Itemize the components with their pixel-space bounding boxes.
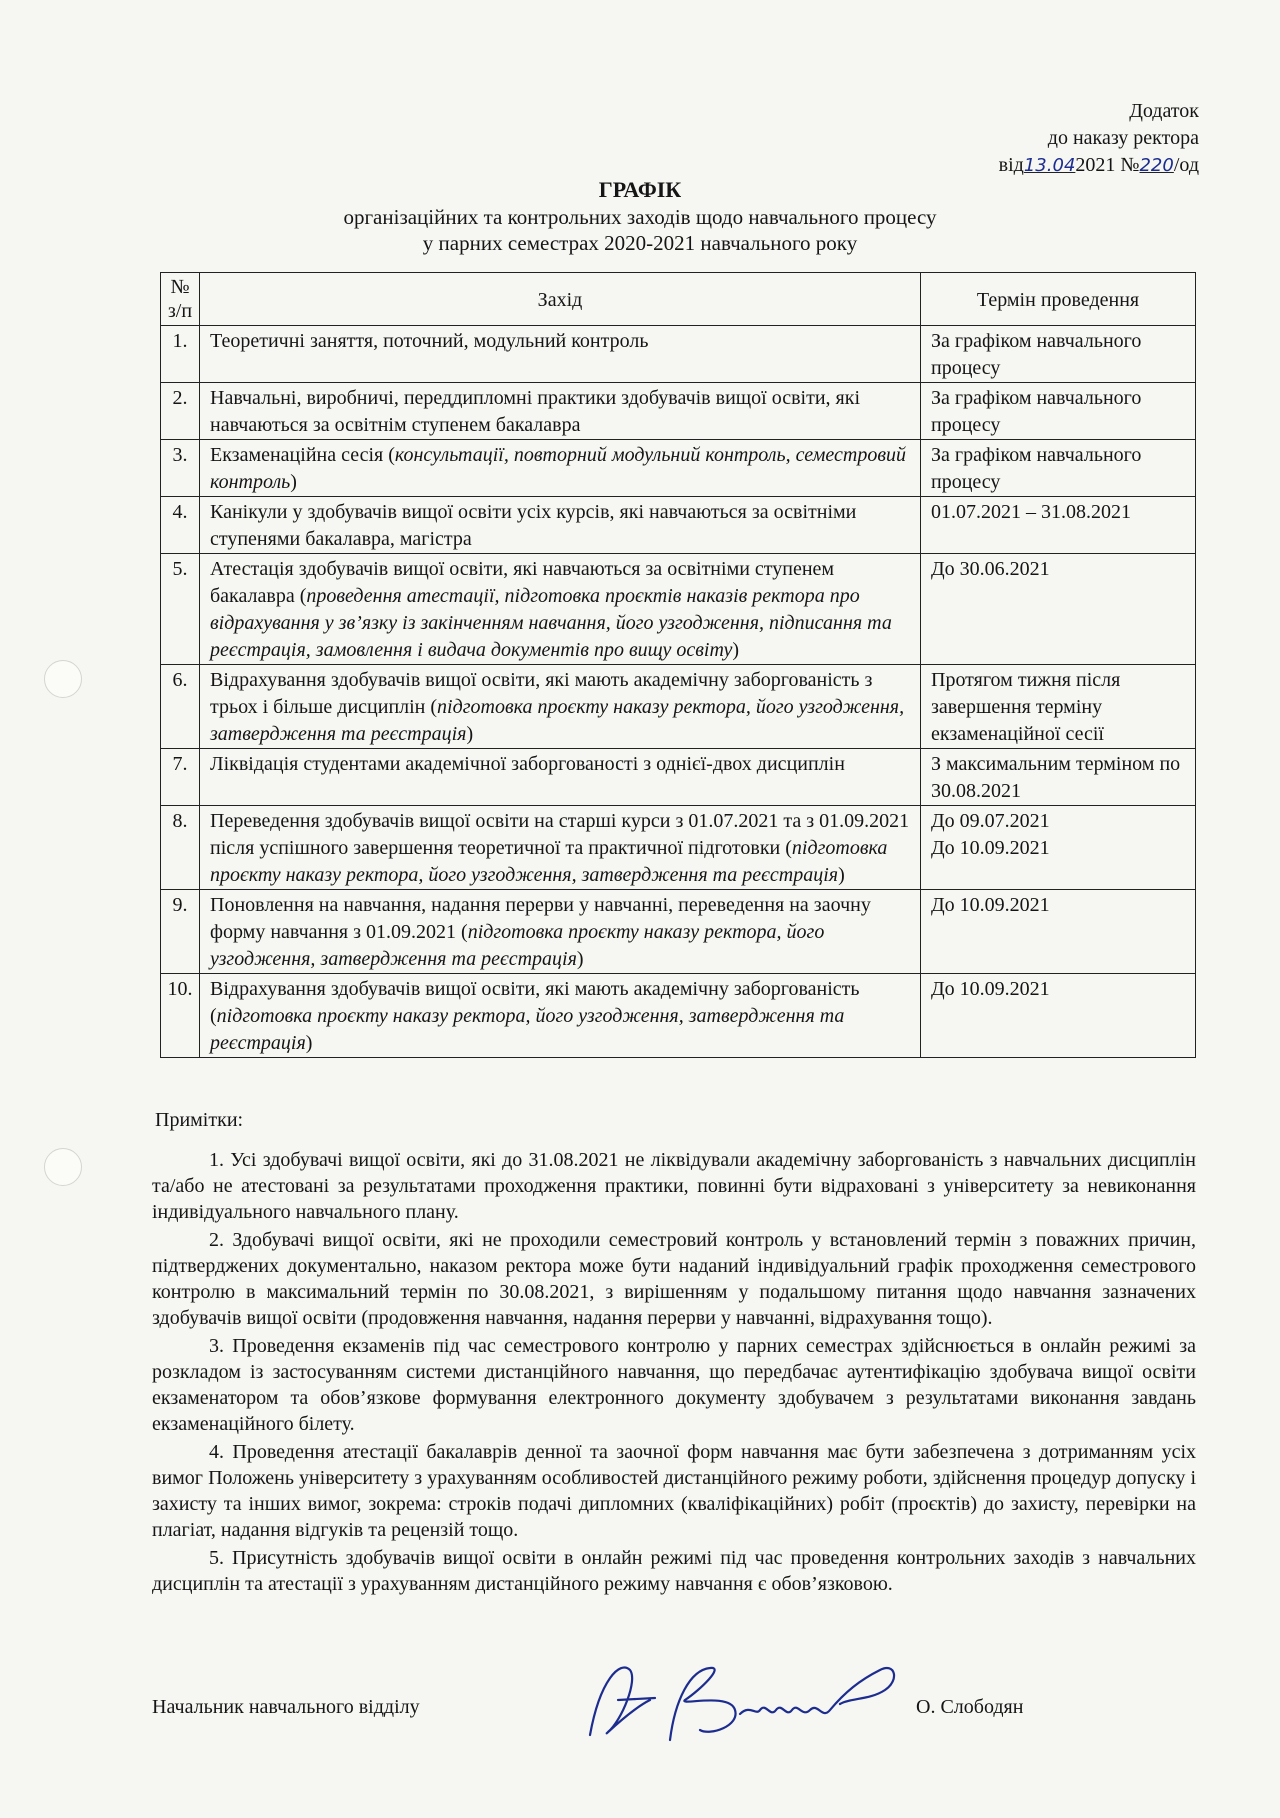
table-row	[161, 326, 1196, 383]
header-event: Захід	[200, 273, 921, 326]
row-num: 9.	[161, 890, 200, 974]
row-term: З максимальним терміном по 30.08.2021	[921, 749, 1196, 806]
note-item: 2. Здобувачі вищої освіти, які не проходили семестровий контроль у встановлений термін з поважних причин, підтверджених документально, наказом ректора може бути наданий індивідуальний графік проходження семестрового контролю в максимальний термін по 30.08.2021, з вирішенням у подальшому питання щодо навчання зазначених здобувачів вищої освіти (продовження навчання, надання перерви у навчанні, відрахування тощо).	[152, 1229, 1196, 1329]
row-event: Ліквідація студентами академічної заборгованості з однієї-двох дисциплін	[200, 749, 921, 806]
table-row	[161, 749, 1196, 806]
appendix-header	[999, 98, 1199, 179]
row-event: Відрахування здобувачів вищої освіти, які мають академічну заборгованість (підготовка проєкту наказу ректора, його узгодження, затвердження та реєстрація)	[200, 974, 921, 1058]
title-block	[0, 176, 1280, 256]
notes-heading: Примітки:	[155, 1109, 244, 1131]
row-event: Поновлення на навчання, надання перерви у навчанні, переведення на заочну форму навчання з 01.09.2021 (підготовка проєкту наказу ректора, його узгодження, затвердження та реєстрація)	[200, 890, 921, 974]
table-header-row	[161, 273, 1196, 326]
row-event: Відрахування здобувачів вищої освіти, які мають академічну заборгованість з трьох і більше дисциплін (підготовка проєкту наказу ректора, його узгодження, затвердження та реєстрація)	[200, 665, 921, 749]
row-event: Атестація здобувачів вищої освіти, які навчаються за освітніми ступенем бакалавра (проведення атестації, підготовка проєктів наказів ректора про відрахування у зв’язку із закінченням навчання, його узгодження, підписання та реєстрація, замовлення і видача документів про вищу освіту)	[200, 554, 921, 665]
row-num: 8.	[161, 806, 200, 890]
row-term: За графіком навчального процесу	[921, 440, 1196, 497]
row-term: До 10.09.2021	[921, 974, 1196, 1058]
row-term: За графіком навчального процесу	[921, 326, 1196, 383]
row-num: 6.	[161, 665, 200, 749]
row-num: 10.	[161, 974, 200, 1058]
table-row	[161, 440, 1196, 497]
order-date-line: від13.042021 №220/од	[998, 154, 1199, 176]
table-row	[161, 383, 1196, 440]
handwritten-date: 13.04	[1023, 155, 1076, 176]
signatory-position: Начальник навчального відділу	[152, 1696, 420, 1718]
row-term: До 09.07.2021 До 10.09.2021	[921, 806, 1196, 890]
table-row	[161, 806, 1196, 890]
table-row	[161, 497, 1196, 554]
row-num: 4.	[161, 497, 200, 554]
handwritten-number: 220	[1139, 155, 1174, 176]
row-num: 7.	[161, 749, 200, 806]
signatory-name: О. Слободян	[916, 1696, 1024, 1718]
row-event: Навчальні, виробничі, переддипломні практики здобувачів вищої освіти, які навчаються за освітнім ступенем бакалавра	[200, 383, 921, 440]
row-term: До 30.06.2021	[921, 554, 1196, 665]
header-num: № з/п	[161, 273, 200, 326]
table-row	[161, 974, 1196, 1058]
document-title: ГРАФІК	[598, 177, 682, 202]
row-event: Екзаменаційна сесія (консультації, повторний модульний контроль, семестровий контроль)	[200, 440, 921, 497]
document-subtitle-line2: у парних семестрах 2020-2021 навчального року	[422, 231, 858, 255]
row-term: 01.07.2021 – 31.08.2021	[921, 497, 1196, 554]
row-num: 2.	[161, 383, 200, 440]
row-num: 3.	[161, 440, 200, 497]
row-term: До 10.09.2021	[921, 890, 1196, 974]
note-item: 5. Присутність здобувачів вищої освіти в онлайн режимі під час проведення контрольних заходів з навчальних дисциплін та атестації з урахуванням дистанційного режиму навчання є обов’язковою.	[152, 1547, 1196, 1595]
order-reference: до наказу ректора	[1047, 127, 1199, 149]
table-row	[161, 890, 1196, 974]
punch-hole-mark	[44, 1148, 82, 1186]
handwritten-signature	[560, 1640, 940, 1760]
table-row	[161, 665, 1196, 749]
note-item: 1. Усі здобувачі вищої освіти, які до 31.08.2021 не ліквідували академічну заборгованість з навчальних дисциплін та/або не атестовані за результатами проходження практики, повинні бути відраховані з університету за невиконання індивідуального навчального плану.	[152, 1149, 1196, 1223]
row-num: 5.	[161, 554, 200, 665]
appendix-label: Додаток	[1129, 100, 1199, 122]
row-num: 1.	[161, 326, 200, 383]
table-row	[161, 554, 1196, 665]
schedule-table	[160, 272, 1196, 1058]
row-event: Теоретичні заняття, поточний, модульний контроль	[200, 326, 921, 383]
row-event: Переведення здобувачів вищої освіти на старші курси з 01.07.2021 та з 01.09.2021 після успішного завершення теоретичної та практичної підготовки (підготовка проєкту наказу ректора, його узгодження, затвердження та реєстрація)	[200, 806, 921, 890]
document-subtitle-line1: організаційних та контрольних заходів щодо навчального процесу	[343, 205, 937, 229]
row-term: За графіком навчального процесу	[921, 383, 1196, 440]
notes-section	[152, 1147, 1196, 1599]
row-term: Протягом тижня після завершення терміну екзаменаційної сесії	[921, 665, 1196, 749]
header-term: Термін проведення	[921, 273, 1196, 326]
punch-hole-mark	[44, 660, 82, 698]
row-event: Канікули у здобувачів вищої освіти усіх курсів, які навчаються за освітніми ступенями бакалавра, магістра	[200, 497, 921, 554]
note-item: 3. Проведення екзаменів під час семестрового контролю у парних семестрах здійснюється в онлайн режимі за розкладом із застосуванням системи дистанційного навчання, що передбачає аутентифікацію здобувача вищої освіти екзаменатором та обов’язкове формування електронного документу здобувачем з результатами виконання завдань екзаменаційного білету.	[152, 1335, 1196, 1435]
note-item: 4. Проведення атестації бакалаврів денної та заочної форм навчання має бути забезпечена з дотриманням усіх вимог Положень університету з урахуванням особливостей дистанційного режиму роботи, здійснення процедур допуску і захисту та інших вимог, зокрема: строків подачі дипломних (кваліфікаційних) робіт (проєктів) до захисту, перевірки на плагіат, надання відгуків та рецензій тощо.	[152, 1441, 1196, 1541]
